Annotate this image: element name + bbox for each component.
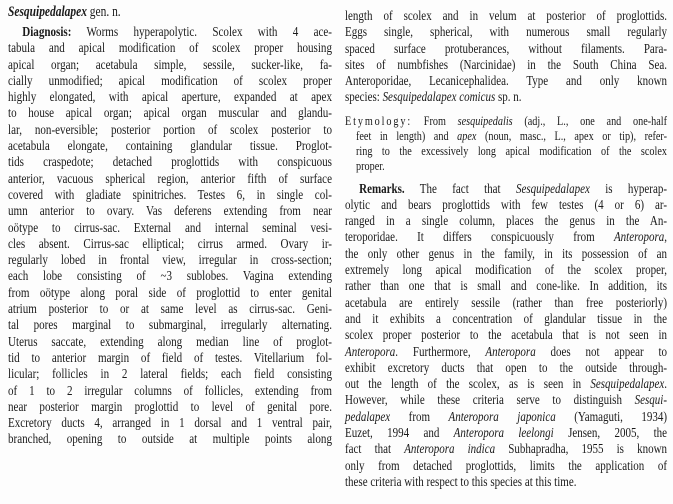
text-segment: pedalapex	[345, 409, 391, 425]
text-segment: apical organ; acetabula simple, sessile, sucker-like, fa-	[8, 57, 332, 73]
text-line	[345, 475, 667, 491]
text-segment: exhibit excretory ducts that open to the outside through-	[345, 360, 668, 376]
text-segment: (noun, masc., L., apex or tip), refer-	[476, 127, 668, 143]
text-segment: oötype to cirrus-sac. External and internal seminal vesi-	[8, 220, 332, 236]
text-segment: Sesqui-	[634, 393, 668, 409]
text-segment: atrium posterior to or at same level as cirrus-sac. Geni-	[8, 302, 332, 318]
text-segment: sp. n.	[495, 90, 522, 106]
text-segment: apex	[457, 127, 477, 143]
text-segment: covered with gladiate spinitriches. Testes 6, in single col-	[8, 187, 332, 203]
text-segment: Sesquipedalapex	[515, 181, 590, 197]
text-segment: Remarks.	[359, 181, 405, 197]
text-line	[8, 4, 332, 21]
text-segment: tabula and apical modification of scolex proper housing	[8, 41, 332, 57]
text-line	[345, 410, 667, 426]
text-line	[8, 139, 332, 155]
text-segment: ranged in a single column, places the genus in the An-	[345, 214, 668, 230]
text-segment: ring to the excessively long apical modification of the scolex	[355, 143, 668, 159]
text-segment: Anteropora indica	[404, 442, 496, 458]
text-line	[8, 123, 332, 139]
text-segment: proper.	[355, 158, 385, 174]
text-line	[345, 328, 667, 344]
text-segment: length of scolex and in velum at posterior of proglottids.	[345, 9, 668, 24]
text-line	[8, 367, 332, 383]
text-segment: acetabula elongate, containing glandular tissue. Proglot-	[8, 139, 332, 155]
text-line	[345, 143, 667, 158]
text-segment: (adj., L., one and one-half	[512, 112, 668, 128]
text-segment: species:	[345, 90, 383, 106]
text-segment: licular; follicles in 2 lateral fields; each field consisting	[8, 367, 332, 383]
text-line	[345, 158, 667, 173]
text-line	[345, 25, 667, 41]
text-line	[345, 459, 667, 475]
text-segment: Anteroporidae, Lecanicephalidea. Type and only known	[345, 74, 668, 90]
text-segment: Sesquipedalapex comicus	[382, 90, 496, 106]
text-line	[8, 106, 332, 122]
text-line	[8, 432, 332, 448]
text-line	[345, 426, 667, 442]
text-segment: Anteropora japonica	[448, 409, 556, 425]
text-segment: lar, non-eversible; posterior portion of scolex posterior to	[8, 122, 332, 138]
text-segment: from	[390, 409, 449, 425]
text-segment: cles absent. Cirrus-sac elliptical; cirrus armed. Ovary ir-	[8, 236, 332, 252]
text-segment: branched, opening to outside at multiple points along	[8, 432, 332, 448]
text-line	[345, 279, 667, 295]
text-line	[345, 128, 667, 143]
text-segment: However, while these criteria serve to distinguish	[345, 393, 635, 409]
text-segment: from oötype along poral side of proglottid to enter genital	[8, 285, 332, 301]
text-segment: (Yamaguti, 1934)	[555, 409, 668, 425]
text-segment: sites of numbfishes (Narcinidae) in the South China Sea.	[345, 57, 668, 73]
text-segment: . Furthermore,	[395, 344, 486, 360]
diagnosis-paragraph	[8, 25, 332, 449]
genus-heading	[8, 4, 332, 21]
text-line	[345, 263, 667, 279]
text-line	[345, 361, 667, 377]
text-segment: Sesquipedalapex	[8, 4, 87, 20]
text-segment: cially unmodified; apical modification of scolex proper	[8, 73, 332, 89]
text-line	[8, 351, 332, 367]
text-segment: The fact that	[404, 181, 516, 197]
text-line	[8, 335, 332, 351]
remarks-paragraph	[345, 182, 667, 492]
text-segment: acetabula are entirely sessile (rather than free posteriorly)	[345, 295, 668, 311]
text-segment: teroporidae. It differs conspicuously from	[345, 230, 614, 246]
text-line	[345, 198, 667, 214]
text-line	[8, 286, 332, 302]
text-line	[345, 230, 667, 246]
text-line	[8, 416, 332, 432]
text-segment: and it exhibits a concentration of glandular tissue in the	[345, 311, 668, 327]
text-segment: Jensen, 2005, the	[553, 425, 668, 441]
text-segment: From	[412, 112, 458, 128]
text-line	[8, 221, 332, 237]
text-line	[8, 318, 332, 334]
text-line	[8, 155, 332, 171]
left-column	[8, 4, 332, 449]
text-line	[8, 74, 332, 90]
text-segment: anterior, vacuous spherical region, anterior fifth of surface	[8, 171, 332, 187]
text-line	[345, 377, 667, 393]
text-line	[345, 42, 667, 58]
text-segment: the only other genus in the family, in its possession of an	[345, 246, 668, 262]
text-segment: highly elongated, with apical aperture, expanded at apex	[8, 90, 332, 106]
text-segment: extremely long apical modification of the scolex proper,	[345, 263, 668, 279]
text-segment: umn anterior to ovary. Vas deferens extending from near	[8, 204, 332, 220]
right-column	[345, 9, 667, 491]
text-line	[8, 188, 332, 204]
text-segment: Anteropora	[485, 344, 536, 360]
text-segment: scolex proper posterior to the acetabula that is not seen in	[345, 328, 668, 344]
text-line	[345, 214, 667, 230]
text-segment: does not appear to	[535, 344, 668, 360]
text-segment: Worms hyperapolytic. Scolex with 4 ace-	[71, 25, 332, 40]
diagnosis-continuation-paragraph	[345, 9, 667, 107]
text-segment: only from detached proglottids, limits the application of	[345, 458, 668, 474]
text-line	[8, 41, 332, 57]
text-line	[345, 182, 667, 198]
text-segment: tids craspedote; detached proglottids with conspicuous	[8, 155, 332, 171]
text-line	[345, 113, 667, 128]
text-segment: Sesquipedalapex	[590, 377, 665, 393]
text-line	[345, 90, 667, 106]
text-line	[345, 345, 667, 361]
text-segment: each lobe consisting of ~3 sublobes. Vagina extending	[8, 269, 332, 285]
text-segment: is hyperap-	[589, 181, 668, 197]
text-segment: Uterus saccate, extending along median line of proglot-	[8, 334, 332, 350]
text-line	[8, 400, 332, 416]
text-segment: regularly lobed in frontal view, irregular in cross-section;	[8, 253, 332, 269]
text-line	[8, 253, 332, 269]
text-line	[345, 312, 667, 328]
text-segment: to house apical organ; apical organ muscular and glandu-	[8, 106, 332, 122]
text-line	[8, 172, 332, 188]
etymology-note	[345, 113, 667, 174]
text-segment: gen. n.	[86, 4, 121, 20]
text-segment: tal pores marginal to submarginal, irregularly alternating.	[8, 318, 332, 334]
text-line	[345, 74, 667, 90]
text-segment: ,	[664, 230, 668, 246]
text-segment: of 1 to 2 irregular columns of follicles, extending from	[8, 383, 332, 399]
text-segment: tid to anterior margin of field of testes. Vitellarium fol-	[8, 350, 332, 366]
text-segment: Euzet, 1994 and	[345, 425, 454, 441]
text-segment: spaced surface protuberances, without filaments. Para-	[345, 41, 668, 57]
text-line	[345, 442, 667, 458]
text-segment: rather than one that is small and cone-like. In addition, its	[345, 279, 668, 295]
text-line	[8, 384, 332, 400]
text-segment: out the length of the scolex, as is seen in	[345, 377, 591, 393]
text-line	[345, 247, 667, 263]
text-segment: Anteropora leelongi	[453, 425, 554, 441]
text-line	[345, 296, 667, 312]
text-segment: .	[664, 377, 668, 393]
text-segment: olytic and bears proglottids with few testes (4 or 6) ar-	[345, 197, 668, 213]
text-segment: Diagnosis:	[22, 25, 72, 40]
text-segment: near posterior margin proglottid to level of genital pore.	[8, 399, 332, 415]
text-segment: Eggs single, spherical, with numerous small regularly	[345, 25, 668, 41]
text-segment: sesquipedalis	[457, 112, 513, 128]
text-segment: Subhapradha, 1955 is known	[495, 442, 668, 458]
text-line	[345, 9, 667, 25]
text-line	[8, 237, 332, 253]
text-segment: fact that	[345, 442, 405, 458]
text-line	[8, 58, 332, 74]
text-segment: Anteropora	[345, 344, 396, 360]
text-segment: Anteropora	[613, 230, 665, 246]
text-line	[345, 58, 667, 74]
text-segment: feet in length) and	[355, 127, 458, 143]
text-line	[8, 25, 332, 41]
text-segment: Excretory ducts 4, arranged in 1 dorsal and 1 ventral pair,	[8, 416, 332, 432]
text-line	[8, 204, 332, 220]
text-line	[8, 90, 332, 106]
text-line	[8, 302, 332, 318]
text-line	[345, 393, 667, 409]
text-segment: Etymology:	[345, 112, 413, 128]
text-line	[8, 269, 332, 285]
text-segment: these criteria with respect to this species at this time.	[345, 474, 577, 490]
